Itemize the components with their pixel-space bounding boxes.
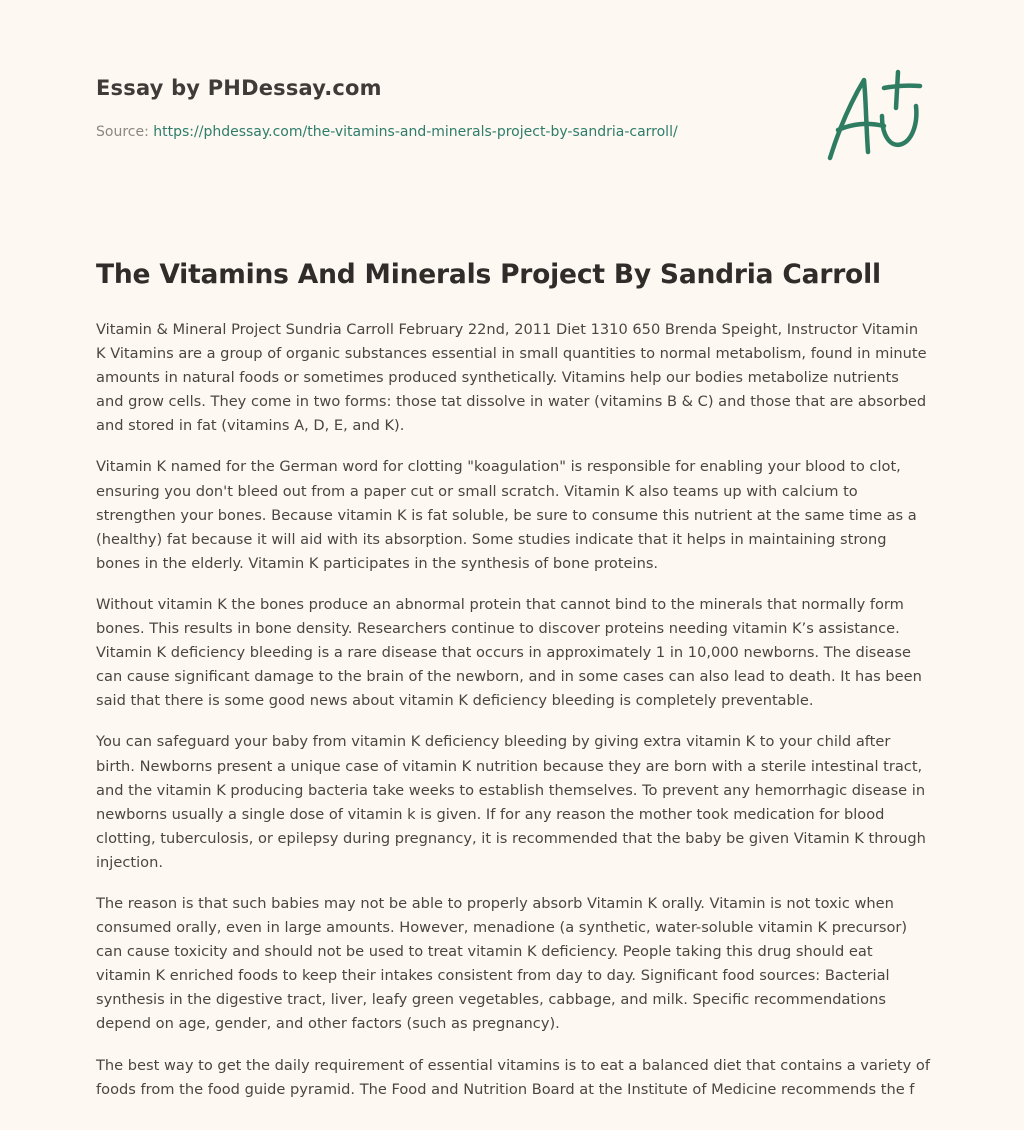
essay-article — [96, 256, 930, 1119]
site-title: Essay by PHDessay.com — [96, 76, 382, 100]
page-header — [96, 76, 796, 140]
source-line — [96, 124, 796, 140]
essay-paragraph-1: Vitamin & Mineral Project Sundria Carroll February 22nd, 2011 Diet 1310 650 Brenda Speight, Instructor Vitamin K Vitamins are a group of organic substances essential in small quantities to normal metabolism, found in minute amounts in natural foods or sometimes produced synthetically. Vitamins help our bodies metabolize nutrients and grow cells. They come in two forms: those tat dissolve in water (vitamins B & C) and those that are absorbed and stored in fat (vitamins A, D, E, and K). — [96, 321, 927, 435]
a-plus-logo-icon — [820, 64, 930, 164]
essay-paragraph-5: The reason is that such babies may not be able to properly absorb Vitamin K orally. Vitamin is not toxic when consumed orally, even in large amounts. However, menadione (a synthetic, water-soluble vitamin K precursor) can cause toxicity and should not be used to treat vitamin K deficiency. People taking this drug should eat vitamin K enriched foods to keep their intakes consistent from day to day. Significant food sources: Bacterial synthesis in the digestive tract, liver, leafy green vegetables, cabbage, and milk. Specific recommendations depend on age, gender, and other factors (such as pregnancy). — [96, 894, 908, 1033]
essay-paragraph-4: You can safeguard your baby from vitamin K deficiency bleeding by giving extra vitamin K to your child after birth. Newborns present a unique case of vitamin K nutrition because they are born with a sterile intestinal tract, and the vitamin K producing bacteria take weeks to establish themselves. To prevent any hemorrhagic disease in newborns usually a single dose of vitamin k is given. If for any reason the mother took medication for blood clotting, tuberculosis, or epilepsy during pregnancy, it is recommended that the baby be given Vitamin K through injection. — [96, 733, 926, 871]
source-link[interactable]: https://phdessay.com/the-vitamins-and-minerals-project-by-sandria-carroll/ — [153, 124, 678, 140]
essay-title: The Vitamins And Minerals Project By Sandria Carroll — [96, 259, 881, 290]
source-label: Source: — [96, 124, 149, 140]
essay-paragraph-2: Vitamin K named for the German word for clotting "koagulation" is responsible for enabling your blood to clot, ensuring you don't bleed out from a paper cut or small scratch. Vitamin K also teams up with calcium to strengthen your bones. Because vitamin K is fat soluble, be sure to consume this nutrient at the same time as a (healthy) fat because it will aid with its absorption. Some studies indicate that it helps in maintaining strong bones in the elderly. Vitamin K participates in the synthesis of bone proteins. — [96, 458, 917, 572]
essay-paragraph-6: The best way to get the daily requirement of essential vitamins is to eat a balanced diet that contains a variety of foods from the food guide pyramid. The Food and Nutrition Board at the Institute of Medicine recommends the f — [96, 1056, 930, 1098]
essay-paragraph-3: Without vitamin K the bones produce an abnormal protein that cannot bind to the minerals that normally form bones. This results in bone density. Researchers continue to discover proteins needing vitamin K’s assistance. Vitamin K deficiency bleeding is a rare disease that occurs in approximately 1 in 10,000 newborns. The disease can cause significant damage to the brain of the newborn, and in some cases can also lead to death. It has been said that there is some good news about vitamin K deficiency bleeding is completely preventable. — [96, 595, 922, 710]
